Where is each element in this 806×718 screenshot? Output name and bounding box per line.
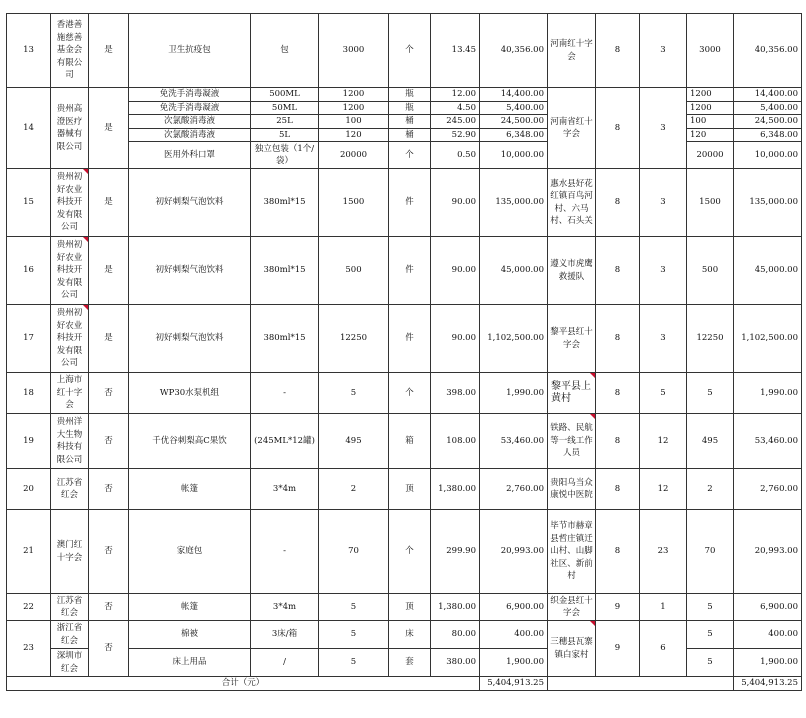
table-row bbox=[7, 510, 802, 594]
amount-cell: 6,348.00 bbox=[480, 128, 548, 142]
table-row bbox=[7, 373, 802, 414]
dist-qty-cell: 70 bbox=[687, 510, 734, 594]
unit-cell: 箱 bbox=[389, 414, 431, 469]
item-cell: 次氯酸消毒液 bbox=[129, 115, 251, 129]
price-cell: 398.00 bbox=[431, 373, 480, 414]
price-cell: 380.00 bbox=[431, 649, 480, 677]
unit-cell: 床 bbox=[389, 621, 431, 649]
spec-cell: (245ML*12罐) bbox=[251, 414, 319, 469]
dist-qty-cell: 1200 bbox=[687, 101, 734, 115]
dist-amount-cell: 6,348.00 bbox=[734, 128, 802, 142]
comment-marker[interactable] bbox=[83, 237, 88, 242]
price-cell: 90.00 bbox=[431, 305, 480, 373]
dist-qty-cell: 1200 bbox=[687, 88, 734, 102]
dist-amount-cell: 1,102,500.00 bbox=[734, 305, 802, 373]
recipient-cell: 河南省红十字会 bbox=[548, 88, 596, 169]
dist-qty-cell: 5 bbox=[687, 594, 734, 621]
price-cell: 13.45 bbox=[431, 14, 480, 88]
qty-cell: 5 bbox=[319, 621, 389, 649]
flag-cell: 否 bbox=[89, 621, 129, 677]
spec-cell: 25L bbox=[251, 115, 319, 129]
donor-cell: 贵州洋大生物科技有限公司 bbox=[51, 414, 89, 469]
recipient-cell: 惠水县好花红镇百鸟河村、六马村、石头关 bbox=[548, 169, 596, 237]
flag-cell: 否 bbox=[89, 414, 129, 469]
price-cell: 1,380.00 bbox=[431, 594, 480, 621]
comment-marker[interactable] bbox=[83, 305, 88, 310]
table-row bbox=[7, 414, 802, 469]
col-c1-cell: 8 bbox=[596, 237, 640, 305]
item-cell: 床上用品 bbox=[129, 649, 251, 677]
amount-cell: 10,000.00 bbox=[480, 142, 548, 169]
table-row bbox=[7, 469, 802, 510]
donor-cell: 贵州初好农业科技开发有限公司 bbox=[51, 169, 89, 237]
qty-cell: 5 bbox=[319, 649, 389, 677]
col-c2-cell: 12 bbox=[640, 414, 687, 469]
dist-amount-cell: 24,500.00 bbox=[734, 115, 802, 129]
table-row bbox=[7, 621, 802, 649]
dist-amount-cell: 2,760.00 bbox=[734, 469, 802, 510]
flag-cell: 是 bbox=[89, 169, 129, 237]
dist-amount-cell: 6,900.00 bbox=[734, 594, 802, 621]
dist-amount-cell: 53,460.00 bbox=[734, 414, 802, 469]
item-cell: 卫生抗疫包 bbox=[129, 14, 251, 88]
amount-cell: 135,000.00 bbox=[480, 169, 548, 237]
recipient-cell: 毕节市赫章县哲庄镇迁山村、山脚社区、新前村 bbox=[548, 510, 596, 594]
table-row bbox=[7, 237, 802, 305]
dist-qty-cell: 120 bbox=[687, 128, 734, 142]
donor-cell: 澳门红十字会 bbox=[51, 510, 89, 594]
qty-cell: 20000 bbox=[319, 142, 389, 169]
qty-cell: 495 bbox=[319, 414, 389, 469]
price-cell: 299.90 bbox=[431, 510, 480, 594]
spec-cell: - bbox=[251, 373, 319, 414]
col-c1-cell: 8 bbox=[596, 469, 640, 510]
row-number: 20 bbox=[7, 469, 51, 510]
recipient-cell: 织金县红十字会 bbox=[548, 594, 596, 621]
unit-cell: 个 bbox=[389, 14, 431, 88]
price-cell: 90.00 bbox=[431, 169, 480, 237]
col-c2-cell: 12 bbox=[640, 469, 687, 510]
dist-amount-cell: 40,356.00 bbox=[734, 14, 802, 88]
qty-cell: 1200 bbox=[319, 88, 389, 102]
qty-cell: 1200 bbox=[319, 101, 389, 115]
unit-cell: 桶 bbox=[389, 115, 431, 129]
amount-cell: 24,500.00 bbox=[480, 115, 548, 129]
amount-cell: 5,400.00 bbox=[480, 101, 548, 115]
unit-cell: 件 bbox=[389, 237, 431, 305]
qty-cell: 5 bbox=[319, 594, 389, 621]
total-row bbox=[7, 677, 802, 691]
recipient-cell: 三穗县瓦寨镇白家村 bbox=[548, 621, 596, 677]
table-row bbox=[7, 305, 802, 373]
row-number: 15 bbox=[7, 169, 51, 237]
spec-cell: 380ml*15 bbox=[251, 237, 319, 305]
row-number: 23 bbox=[7, 621, 51, 677]
item-cell: 初好刺梨气泡饮料 bbox=[129, 169, 251, 237]
total-spacer bbox=[548, 677, 734, 691]
spec-cell: 500ML bbox=[251, 88, 319, 102]
dist-amount-cell: 1,990.00 bbox=[734, 373, 802, 414]
col-c2-cell: 3 bbox=[640, 169, 687, 237]
item-cell: 帐篷 bbox=[129, 469, 251, 510]
item-cell: 初好刺梨气泡饮料 bbox=[129, 305, 251, 373]
col-c2-cell: 1 bbox=[640, 594, 687, 621]
price-cell: 108.00 bbox=[431, 414, 480, 469]
col-c1-cell: 8 bbox=[596, 88, 640, 169]
unit-cell: 个 bbox=[389, 373, 431, 414]
table-row bbox=[7, 14, 802, 88]
donor-cell: 香港善施慈善基金会有限公司 bbox=[51, 14, 89, 88]
dist-qty-cell: 5 bbox=[687, 621, 734, 649]
col-c1-cell: 9 bbox=[596, 594, 640, 621]
donor-cell: 贵州初好农业科技开发有限公司 bbox=[51, 237, 89, 305]
spec-cell: - bbox=[251, 510, 319, 594]
flag-cell: 否 bbox=[89, 594, 129, 621]
table-row bbox=[7, 169, 802, 237]
col-c1-cell: 8 bbox=[596, 373, 640, 414]
spec-cell: 5L bbox=[251, 128, 319, 142]
amount-cell: 45,000.00 bbox=[480, 237, 548, 305]
dist-qty-cell: 2 bbox=[687, 469, 734, 510]
item-cell: 家庭包 bbox=[129, 510, 251, 594]
flag-cell: 否 bbox=[89, 373, 129, 414]
comment-marker[interactable] bbox=[590, 621, 595, 626]
donor-cell: 贵州高澄医疗器械有限公司 bbox=[51, 88, 89, 169]
qty-cell: 1500 bbox=[319, 169, 389, 237]
amount-cell: 20,993.00 bbox=[480, 510, 548, 594]
unit-cell: 桶 bbox=[389, 128, 431, 142]
dist-amount-cell: 5,400.00 bbox=[734, 101, 802, 115]
price-cell: 12.00 bbox=[431, 88, 480, 102]
dist-qty-cell: 5 bbox=[687, 649, 734, 677]
col-c2-cell: 3 bbox=[640, 88, 687, 169]
amount-cell: 1,102,500.00 bbox=[480, 305, 548, 373]
qty-cell: 100 bbox=[319, 115, 389, 129]
donor-cell: 深圳市红会 bbox=[51, 649, 89, 677]
donor-cell: 上海市红十字会 bbox=[51, 373, 89, 414]
donor-cell: 浙江省红会 bbox=[51, 621, 89, 649]
row-number: 14 bbox=[7, 88, 51, 169]
spec-cell: 380ml*15 bbox=[251, 305, 319, 373]
unit-cell: 顶 bbox=[389, 594, 431, 621]
qty-cell: 120 bbox=[319, 128, 389, 142]
price-cell: 4.50 bbox=[431, 101, 480, 115]
qty-cell: 500 bbox=[319, 237, 389, 305]
dist-qty-cell: 5 bbox=[687, 373, 734, 414]
row-number: 19 bbox=[7, 414, 51, 469]
price-cell: 1,380.00 bbox=[431, 469, 480, 510]
flag-cell: 是 bbox=[89, 237, 129, 305]
row-number: 22 bbox=[7, 594, 51, 621]
recipient-cell: 铁路、民航等一线工作人员 bbox=[548, 414, 596, 469]
qty-cell: 2 bbox=[319, 469, 389, 510]
row-number: 18 bbox=[7, 373, 51, 414]
unit-cell: 瓶 bbox=[389, 101, 431, 115]
amount-cell: 40,356.00 bbox=[480, 14, 548, 88]
qty-cell: 12250 bbox=[319, 305, 389, 373]
spec-cell: 50ML bbox=[251, 101, 319, 115]
recipient-cell: 河南红十字会 bbox=[548, 14, 596, 88]
unit-cell: 瓶 bbox=[389, 88, 431, 102]
price-cell: 80.00 bbox=[431, 621, 480, 649]
col-c2-cell: 23 bbox=[640, 510, 687, 594]
unit-cell: 个 bbox=[389, 510, 431, 594]
spec-cell: 包 bbox=[251, 14, 319, 88]
donation-table bbox=[6, 13, 802, 691]
col-c1-cell: 8 bbox=[596, 510, 640, 594]
amount-cell: 1,990.00 bbox=[480, 373, 548, 414]
item-cell: 免洗手消毒凝液 bbox=[129, 101, 251, 115]
amount-cell: 14,400.00 bbox=[480, 88, 548, 102]
dist-qty-cell: 20000 bbox=[687, 142, 734, 169]
comment-marker[interactable] bbox=[590, 373, 595, 378]
row-number: 16 bbox=[7, 237, 51, 305]
donor-cell: 江苏省红会 bbox=[51, 594, 89, 621]
col-c2-cell: 3 bbox=[640, 305, 687, 373]
amount-cell: 400.00 bbox=[480, 621, 548, 649]
item-cell: 帐篷 bbox=[129, 594, 251, 621]
dist-amount-cell: 135,000.00 bbox=[734, 169, 802, 237]
dist-qty-cell: 3000 bbox=[687, 14, 734, 88]
col-c2-cell: 5 bbox=[640, 373, 687, 414]
qty-cell: 5 bbox=[319, 373, 389, 414]
item-cell: 棉被 bbox=[129, 621, 251, 649]
spec-cell: / bbox=[251, 649, 319, 677]
item-cell: 医用外科口罩 bbox=[129, 142, 251, 169]
qty-cell: 3000 bbox=[319, 14, 389, 88]
total-dist-amount: 5,404,913.25 bbox=[734, 677, 802, 691]
price-cell: 245.00 bbox=[431, 115, 480, 129]
dist-amount-cell: 45,000.00 bbox=[734, 237, 802, 305]
price-cell: 90.00 bbox=[431, 237, 480, 305]
price-cell: 52.90 bbox=[431, 128, 480, 142]
item-cell: 初好刺梨气泡饮料 bbox=[129, 237, 251, 305]
spec-cell: 3床/箱 bbox=[251, 621, 319, 649]
flag-cell: 否 bbox=[89, 469, 129, 510]
dist-qty-cell: 100 bbox=[687, 115, 734, 129]
total-label: 合计（元） bbox=[7, 677, 480, 691]
dist-amount-cell: 14,400.00 bbox=[734, 88, 802, 102]
spec-cell: 3*4m bbox=[251, 469, 319, 510]
unit-cell: 顶 bbox=[389, 469, 431, 510]
total-amount: 5,404,913.25 bbox=[480, 677, 548, 691]
col-c1-cell: 8 bbox=[596, 305, 640, 373]
recipient-cell: 黎平县上黄村 bbox=[548, 373, 596, 414]
col-c1-cell: 8 bbox=[596, 14, 640, 88]
spec-cell: 独立包装（1个/袋） bbox=[251, 142, 319, 169]
unit-cell: 个 bbox=[389, 142, 431, 169]
unit-cell: 套 bbox=[389, 649, 431, 677]
item-cell: WP30水泵机组 bbox=[129, 373, 251, 414]
dist-qty-cell: 500 bbox=[687, 237, 734, 305]
row-number: 17 bbox=[7, 305, 51, 373]
col-c2-cell: 3 bbox=[640, 237, 687, 305]
flag-cell: 是 bbox=[89, 305, 129, 373]
flag-cell: 是 bbox=[89, 88, 129, 169]
comment-marker[interactable] bbox=[590, 414, 595, 419]
dist-amount-cell: 400.00 bbox=[734, 621, 802, 649]
spec-cell: 3*4m bbox=[251, 594, 319, 621]
col-c1-cell: 8 bbox=[596, 169, 640, 237]
dist-amount-cell: 1,900.00 bbox=[734, 649, 802, 677]
price-cell: 0.50 bbox=[431, 142, 480, 169]
item-cell: 千优谷刺梨高C果饮 bbox=[129, 414, 251, 469]
col-c2-cell: 6 bbox=[640, 621, 687, 677]
donor-cell: 贵州初好农业科技开发有限公司 bbox=[51, 305, 89, 373]
flag-cell: 否 bbox=[89, 510, 129, 594]
amount-cell: 2,760.00 bbox=[480, 469, 548, 510]
item-cell: 次氯酸消毒液 bbox=[129, 128, 251, 142]
unit-cell: 件 bbox=[389, 169, 431, 237]
col-c1-cell: 9 bbox=[596, 621, 640, 677]
dist-amount-cell: 20,993.00 bbox=[734, 510, 802, 594]
table-row bbox=[7, 88, 802, 102]
amount-cell: 1,900.00 bbox=[480, 649, 548, 677]
amount-cell: 6,900.00 bbox=[480, 594, 548, 621]
row-number: 13 bbox=[7, 14, 51, 88]
col-c2-cell: 3 bbox=[640, 14, 687, 88]
dist-qty-cell: 12250 bbox=[687, 305, 734, 373]
dist-qty-cell: 495 bbox=[687, 414, 734, 469]
table-row bbox=[7, 594, 802, 621]
unit-cell: 件 bbox=[389, 305, 431, 373]
col-c1-cell: 8 bbox=[596, 414, 640, 469]
item-cell: 免洗手消毒凝液 bbox=[129, 88, 251, 102]
row-number: 21 bbox=[7, 510, 51, 594]
recipient-cell: 遵义市虎鹰救援队 bbox=[548, 237, 596, 305]
dist-qty-cell: 1500 bbox=[687, 169, 734, 237]
amount-cell: 53,460.00 bbox=[480, 414, 548, 469]
comment-marker[interactable] bbox=[83, 169, 88, 174]
spec-cell: 380ml*15 bbox=[251, 169, 319, 237]
dist-amount-cell: 10,000.00 bbox=[734, 142, 802, 169]
qty-cell: 70 bbox=[319, 510, 389, 594]
flag-cell: 是 bbox=[89, 14, 129, 88]
donor-cell: 江苏省红会 bbox=[51, 469, 89, 510]
recipient-cell: 黎平县红十字会 bbox=[548, 305, 596, 373]
recipient-cell: 贵阳乌当众康悦中医院 bbox=[548, 469, 596, 510]
